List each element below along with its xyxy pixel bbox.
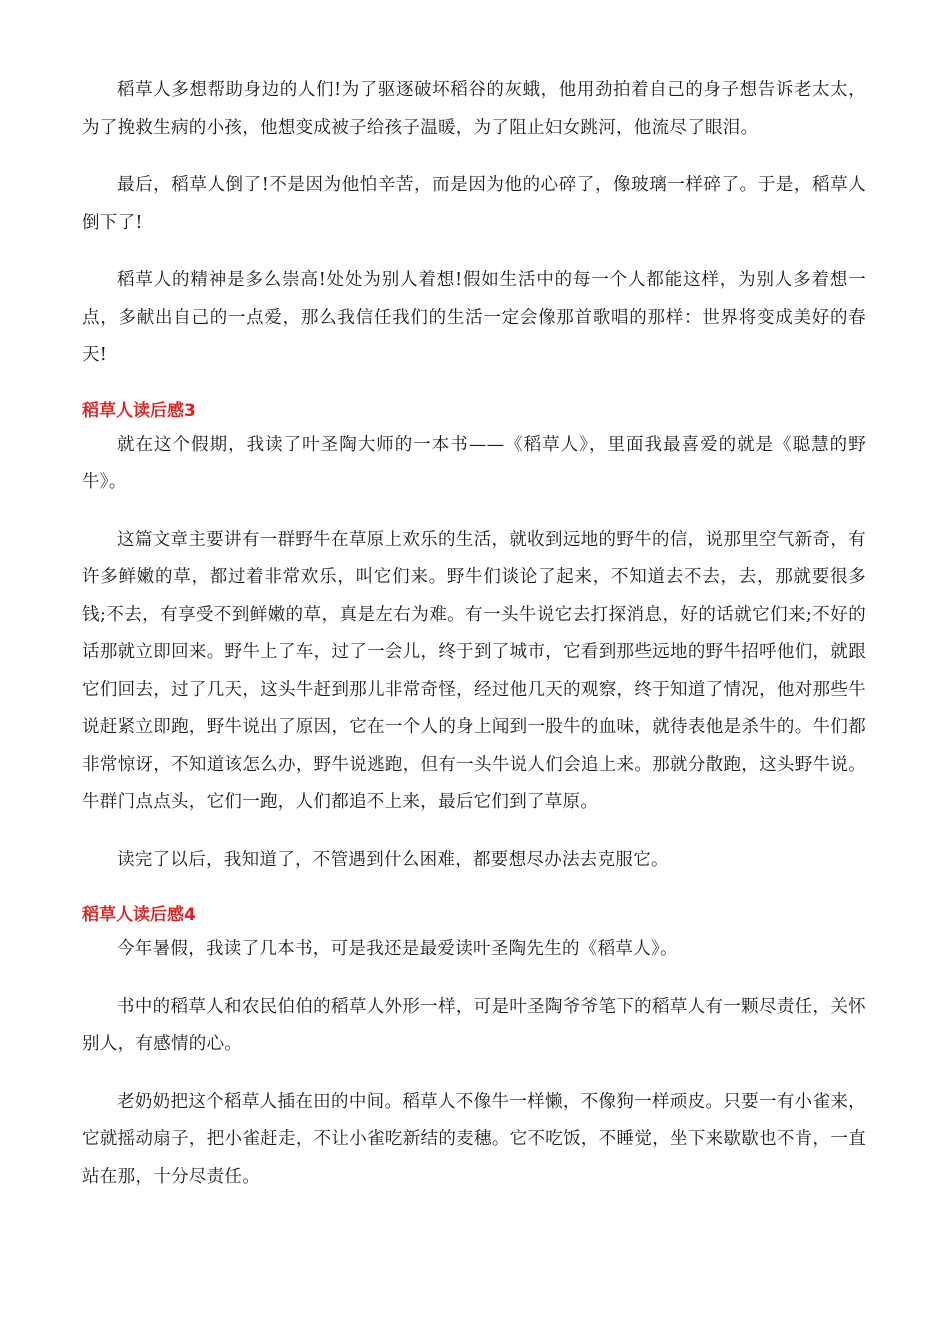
paragraph: 就在这个假期，我读了叶圣陶大师的一本书——《稻草人》，里面我最喜爱的就是《聪慧的野牛》。 [82,434,866,492]
section-heading-4: 稻草人读后感4 [82,905,196,925]
paragraph: 稻草人多想帮助身边的人们!为了驱逐破坏稻谷的灰蛾，他用劲拍着自己的身子想告诉老太太，为了挽救生病的小孩，他想变成被子给孩子温暖，为了阻止妇女跳河，他流尽了眼泪。 [82,80,866,138]
document-page [82,72,866,1216]
paragraph: 这篇文章主要讲有一群野牛在草原上欢乐的生活，就收到远地的野牛的信，说那里空气新奇，有许多鲜嫩的草，都过着非常欢乐，叫它们来。野牛们谈论了起来，不知道去不去，去，那就要很多钱;不去，有享受不到鲜嫩的草，真是左右为难。有一头牛说它去打探消息，好的话就它们来;不好的话那就立即回来。野牛上了车，过了一会儿，终于到了城市，它看到那些远地的野牛招呼他们，就跟它们回去，过了几天，这头牛赶到那儿非常奇怪，经过他几天的观察，终于知道了情况，他对那些牛说赶紧立即跑，野牛说出了原因，它在一个人的身上闻到一股牛的血味，就待表他是杀牛的。牛们都非常惊讶，不知道该怎么办，野牛说逃跑，但有一头牛说人们会追上来。那就分散跑，这头野牛说。牛群门点点头，它们一跑，人们都追不上来，最后它们到了草原。 [82,529,866,812]
section-heading-3: 稻草人读后感3 [82,400,196,421]
paragraph: 最后，稻草人倒了!不是因为他怕辛苦，而是因为他的心碎了，像玻璃一样碎了。于是，稻草人倒下了! [82,175,866,233]
paragraph: 今年暑假，我读了几本书，可是我还是最爱读叶圣陶先生的《稻草人》。 [117,939,678,959]
paragraph: 稻草人的精神是多么崇高!处处为别人着想!假如生活中的每一个人都能这样，为别人多着想一点，多献出自己的一点爱，那么我信任我们的生活一定会像那首歌唱的那样：世界将变成美好的春天! [82,270,866,365]
paragraph: 老奶奶把这个稻草人插在田的中间。稻草人不像牛一样懒，不像狗一样顽皮。只要一有小雀来，它就摇动扇子，把小雀赶走，不让小雀吃新结的麦穗。它不吃饭，不睡觉，坐下来歇歇也不肯，一直站在那，十分尽责任。 [82,1091,866,1187]
paragraph: 书中的稻草人和农民伯伯的稻草人外形一样，可是叶圣陶爷爷笔下的稻草人有一颗尽责任，关怀别人，有感情的心。 [82,996,866,1054]
paragraph: 读完了以后，我知道了，不管遇到什么困难，都要想尽办法去克服它。 [117,849,669,870]
